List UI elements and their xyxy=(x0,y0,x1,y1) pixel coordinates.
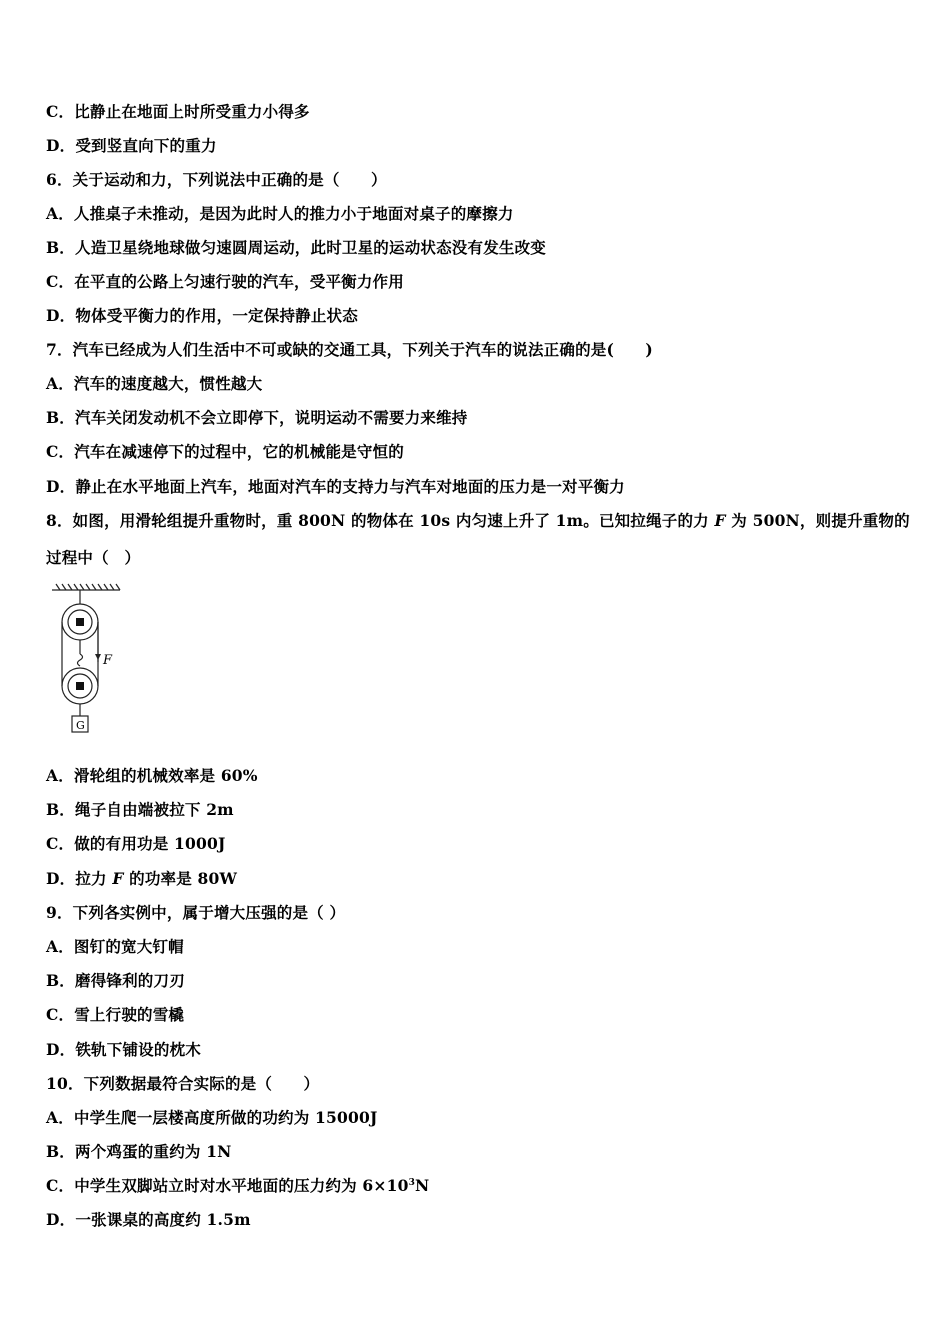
q8-stem-part2: 为 500N，则提升重物的 xyxy=(725,511,910,530)
q10-option-c-part1: C．中学生双脚站立时对水平地面的压力约为 6×10 xyxy=(46,1176,409,1195)
q7-stem: 7．汽车已经成为人们生活中不可或缺的交通工具，下列关于汽车的说法正确的是( ) xyxy=(46,340,653,359)
q7-option-d: D．静止在水平地面上汽车，地面对汽车的支持力与汽车对地面的压力是一对平衡力 xyxy=(46,477,625,496)
q5-option-c: C．比静止在地面上时所受重力小得多 xyxy=(46,102,310,121)
q6-option-b: B．人造卫星绕地球做匀速圆周运动，此时卫星的运动状态没有发生改变 xyxy=(46,238,547,257)
q8-option-a: A．滑轮组的机械效率是 60% xyxy=(46,766,258,785)
ceiling-hatch xyxy=(56,584,120,590)
q5-option-d: D．受到竖直向下的重力 xyxy=(46,136,217,155)
movable-pulley-axle xyxy=(76,682,84,690)
q9-option-a: A．图钉的宽大钉帽 xyxy=(46,937,184,956)
q10-option-a: A．中学生爬一层楼高度所做的功约为 15000J xyxy=(46,1108,378,1127)
pulley-diagram xyxy=(48,582,128,738)
q10-option-d: D．一张课桌的高度约 1.5m xyxy=(46,1210,251,1229)
q8-option-c: C．做的有用功是 1000J xyxy=(46,834,226,853)
q9-stem: 9．下列各实例中，属于增大压强的是（ ） xyxy=(46,903,346,922)
q9-option-b: B．磨得锋利的刀刃 xyxy=(46,971,185,990)
q6-stem: 6．关于运动和力，下列说法中正确的是（ ） xyxy=(46,170,387,189)
q9-option-d: D．铁轨下铺设的枕木 xyxy=(46,1040,201,1059)
q8-option-d-part1: D．拉力 xyxy=(46,869,113,888)
q8-stem-line2: 过程中（ ） xyxy=(46,548,141,567)
q7-option-b: B．汽车关闭发动机不会立即停下，说明运动不需要力来维持 xyxy=(46,408,468,427)
q6-option-d: D．物体受平衡力的作用，一定保持静止状态 xyxy=(46,306,358,325)
q8-stem xyxy=(46,511,916,531)
q10-option-c xyxy=(46,1176,916,1196)
weight-label: G xyxy=(76,719,85,732)
q6-option-c: C．在平直的公路上匀速行驶的汽车，受平衡力作用 xyxy=(46,272,404,291)
q6-option-a: A．人推桌子未推动，是因为此时人的推力小于地面对桌子的摩擦力 xyxy=(46,204,514,223)
fixed-pulley-axle xyxy=(76,618,84,626)
q10-stem: 10．下列数据最符合实际的是（ ） xyxy=(46,1074,320,1093)
q8-option-d-part2: 的功率是 80W xyxy=(123,869,238,888)
q7-option-c: C．汽车在减速停下的过程中，它的机械能是守恒的 xyxy=(46,442,404,461)
q8-option-d-variable: F xyxy=(112,869,124,888)
hook xyxy=(78,654,83,666)
q8-option-d xyxy=(46,869,916,889)
q7-option-a: A．汽车的速度越大，惯性越大 xyxy=(46,374,263,393)
q8-option-b: B．绳子自由端被拉下 2m xyxy=(46,800,234,819)
q9-option-c: C．雪上行驶的雪橇 xyxy=(46,1005,185,1024)
q10-option-b: B．两个鸡蛋的重约为 1N xyxy=(46,1142,232,1161)
q10-option-c-exponent: 3 xyxy=(408,1178,416,1188)
q8-stem-variable: F xyxy=(714,511,726,530)
q8-stem-part1: 8．如图，用滑轮组提升重物时，重 800N 的物体在 10s 内匀速上升了 1m。已知拉绳子的力 xyxy=(46,511,715,530)
force-arrow-icon xyxy=(95,654,101,660)
force-label: F xyxy=(103,653,113,668)
q10-option-c-part2: N xyxy=(415,1176,430,1195)
